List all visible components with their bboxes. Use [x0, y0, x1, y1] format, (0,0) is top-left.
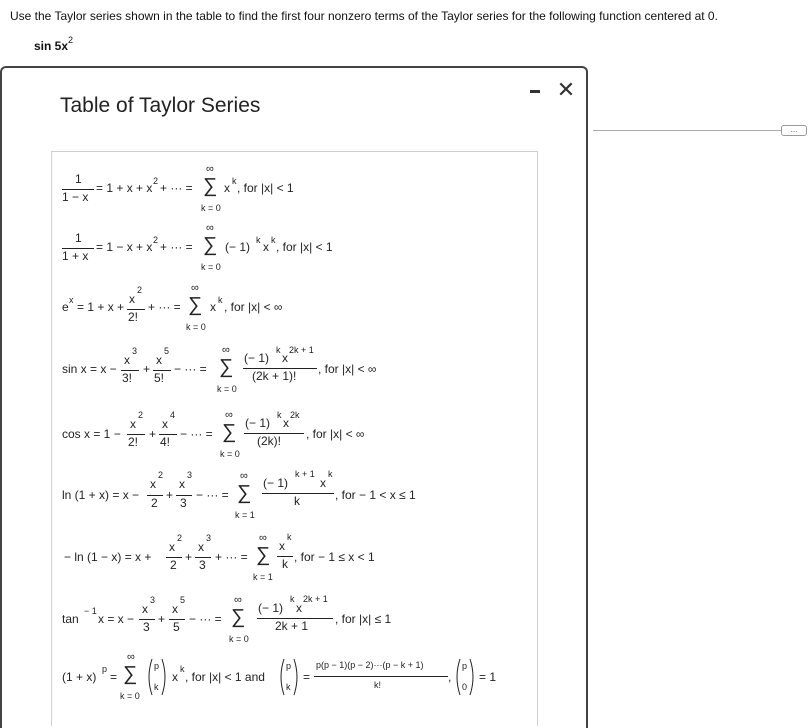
sum-icon: ∑	[231, 606, 246, 628]
divider	[593, 130, 783, 131]
sum-icon: ∑	[222, 421, 237, 443]
row-natural-log-plus: ln (1 + x) = x − x 2 2 + x 3 3 − ··· = ∞ ∑ k = 1 (− 1) k + 1 x k k , for − 1 < x ≤ 1	[62, 469, 416, 520]
sum-icon: ∑	[203, 234, 218, 256]
question-text: Use the Taylor series shown in the table to find the first four nonzero terms of the Taylor series for the following function centered at 0.	[10, 9, 718, 23]
row-binomial: (1 + x) p = ∞ ∑ k = 0 p k x k , for |x| < 1 and p k = p(p − 1)(p − 2)···(p − k + 1) k! , p 0 = 1	[62, 651, 497, 701]
function-base: sin 5x	[34, 39, 69, 53]
function-exponent: 2	[68, 35, 74, 45]
row-alternating-geometric: 1 1 + x = 1 − x + x 2 + ··· = ∞ ∑ k = 0 (− 1) k x k , for |x| < 1	[62, 222, 333, 272]
row-exponential: e x = 1 + x + x 2 2! + ··· = ∞ ∑ k = 0 x k , for |x| < ∞	[62, 282, 283, 332]
sum-icon: ∑	[237, 482, 252, 504]
sum-icon: ∑	[123, 663, 138, 685]
binomial-coefficient: p k	[278, 657, 300, 697]
more-options-button[interactable]: ...	[781, 125, 807, 136]
sum-icon: ∑	[219, 356, 234, 378]
sum-icon: ∑	[256, 544, 271, 566]
function-expression	[34, 37, 73, 53]
row-arctangent: tan − 1 x = x − x 3 3 + x 5 5 − ··· = ∞ ∑ k = 0 (− 1) k x 2k + 1 2k + 1 , for |x| ≤ 1	[62, 594, 392, 644]
row-geometric: 1 1 − x = 1 + x + x 2 + ··· = ∞ ∑ k = 0 x k , for |x| < 1	[62, 163, 294, 213]
sum-icon: ∑	[203, 175, 218, 197]
row-negative-natural-log: − ln (1 − x) = x + x 2 2 + x 3 3 + ··· = ∞ ∑ k = 1 x k k , for − 1 ≤ x < 1	[64, 532, 375, 582]
sum-icon: ∑	[188, 294, 203, 316]
row-sine: sin x = x − x 3 3! + x 5 5! − ··· = ∞ ∑ k = 0 (− 1) k x 2k + 1 (2k + 1)! , for |x| < ∞	[62, 344, 377, 394]
binomial-coefficient: p 0	[454, 657, 476, 697]
close-button[interactable]: ✕	[556, 77, 576, 102]
dialog-title: Table of Taylor Series	[60, 94, 261, 117]
binomial-coefficient: p k	[146, 657, 168, 697]
minimize-button[interactable]	[524, 80, 546, 102]
row-cosine: cos x = 1 − x 2 2! + x 4 4! − ··· = ∞ ∑ k = 0 (− 1) k x 2k (2k)! , for |x| < ∞	[62, 409, 365, 459]
